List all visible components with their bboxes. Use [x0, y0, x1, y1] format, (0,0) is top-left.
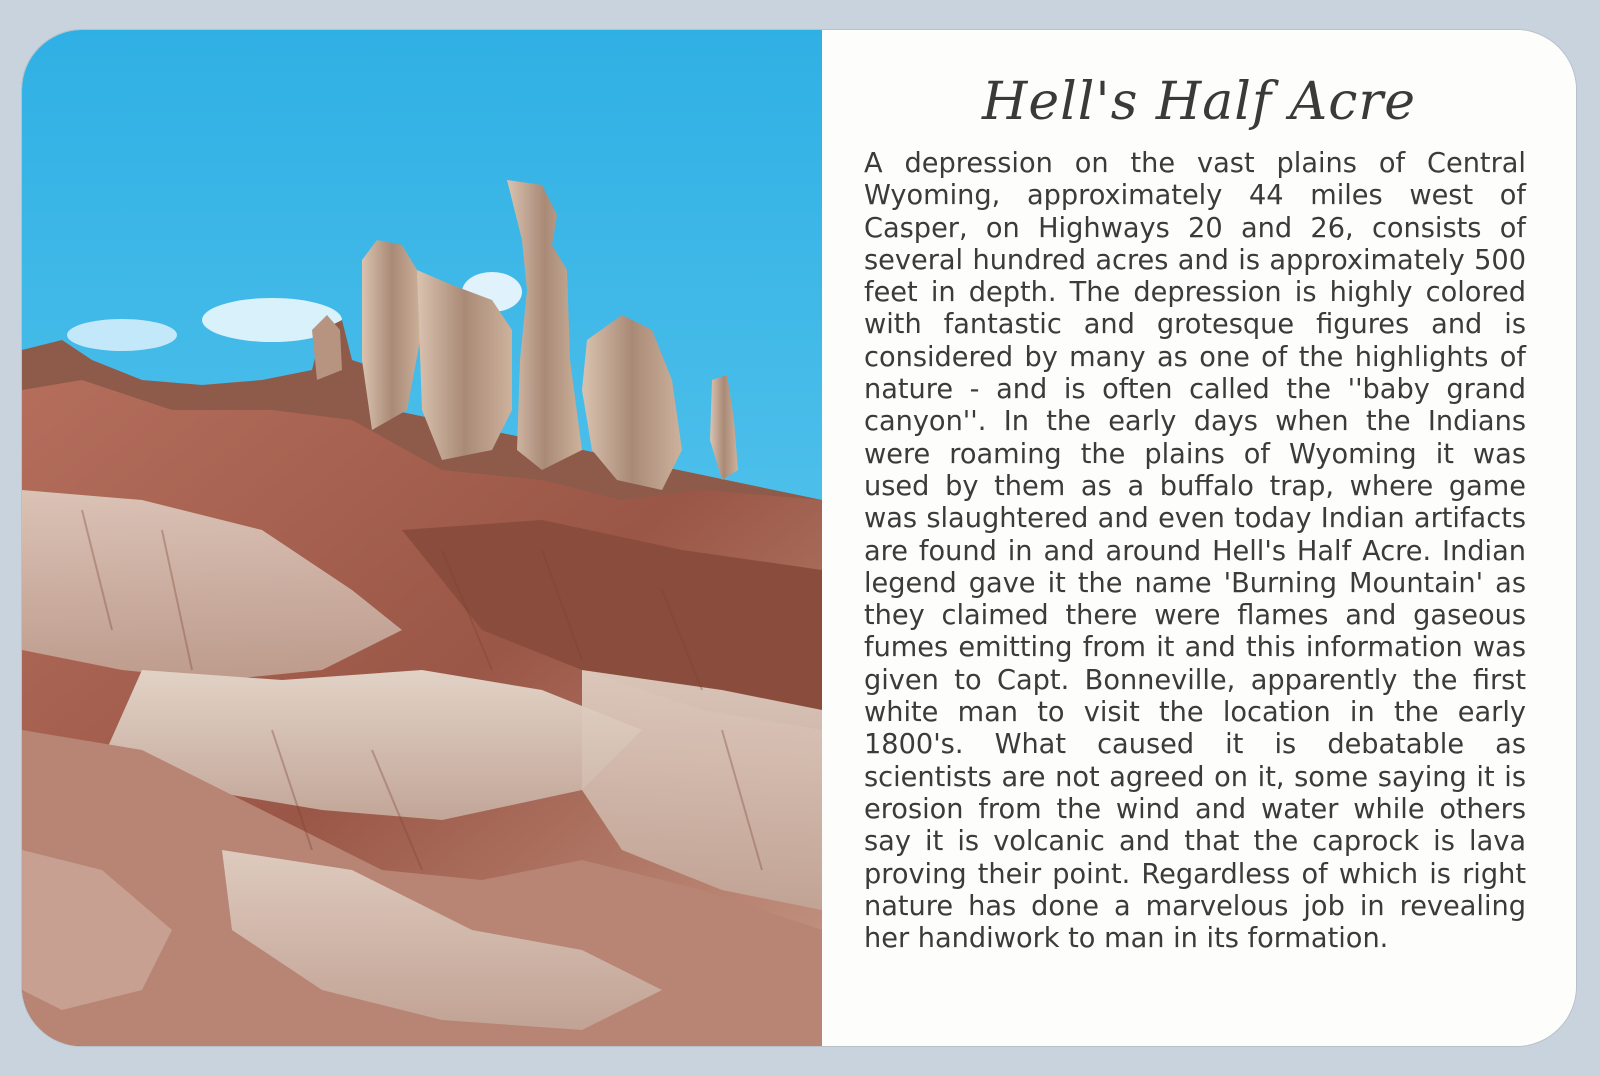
landscape-photo	[22, 30, 822, 1046]
badlands-illustration	[22, 30, 822, 1046]
postcard-description: A depression on the vast plains of Central Wyoming, approximately 44 miles west of Casper, on Highways 20 and 26, consists of several hundred acres and is approximately 500 feet in depth. The depression is highly colored with fantastic and grotesque figures and is considered by many as one of the highlights of nature - and is often called the ''baby grand canyon''. In the early days when the Indians were roaming the plains of Wyoming it was used by them as a buffalo trap, where game was slaughtered and even today Indian artifacts are found in and around Hell's Half Acre. Indian legend gave it the name 'Burning Mountain' as they claimed there were flames and gaseous fumes emitting from it and this information was given to Capt. Bonneville, apparently the first white man to visit the location in the early 1800's. What caused it is debatable as scientists are not agreed on it, some saying it is erosion from the wind and water while others say it is volcanic and that the caprock is lava proving their point. Regardless of which is right nature has done a marvelous job in revealing her handiwork to man in its formation.	[864, 148, 1526, 955]
postcard-title: Hell's Half Acre	[982, 72, 1416, 132]
postcard	[22, 30, 1576, 1046]
text-panel	[822, 30, 1576, 1046]
